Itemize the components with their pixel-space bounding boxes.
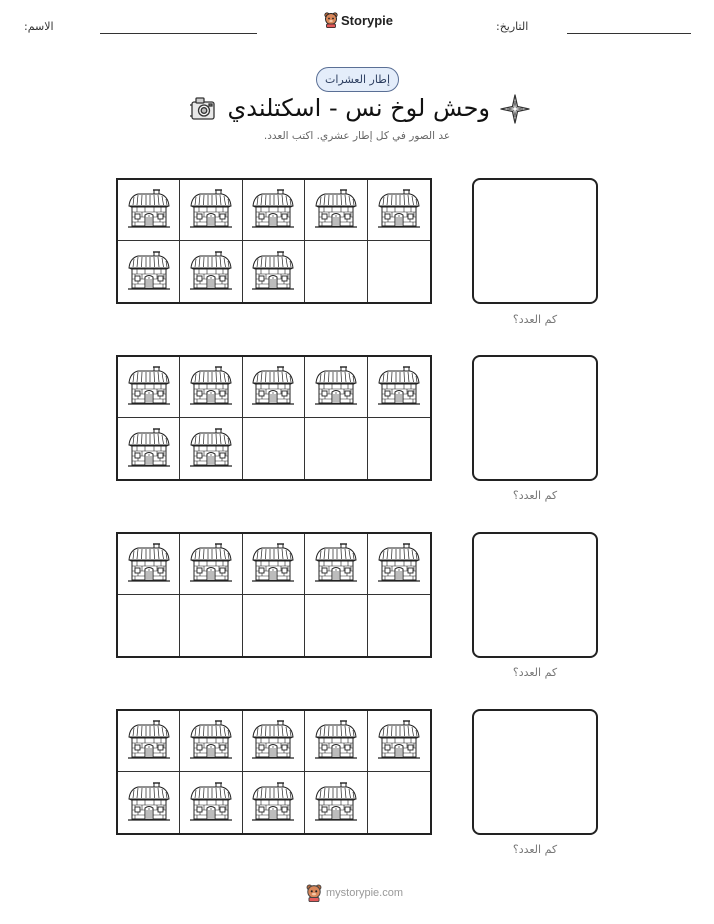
ten-frame-2 xyxy=(116,355,432,481)
stone-cottage-icon xyxy=(126,186,172,234)
ten-frame-cell xyxy=(118,180,180,241)
ten-frame-cell xyxy=(243,534,305,595)
stone-cottage-icon xyxy=(313,363,359,411)
stone-cottage-icon xyxy=(250,248,296,296)
title-row xyxy=(180,90,540,130)
stone-cottage-icon xyxy=(313,540,359,588)
stone-cottage-icon xyxy=(313,186,359,234)
stone-cottage-icon xyxy=(313,779,359,827)
ten-frame-cell xyxy=(368,357,430,418)
ten-frame-cell xyxy=(305,241,367,302)
stone-cottage-icon xyxy=(313,717,359,765)
ten-frame-cell xyxy=(118,772,180,833)
page-title: وحش لوخ نس - اسكتلندي xyxy=(227,94,490,122)
stone-cottage-icon xyxy=(126,717,172,765)
footer xyxy=(306,884,403,902)
stone-cottage-icon xyxy=(250,540,296,588)
ten-frame-cell xyxy=(243,241,305,302)
stone-cottage-icon xyxy=(250,779,296,827)
stone-cottage-icon xyxy=(250,717,296,765)
ten-frame-cell xyxy=(243,772,305,833)
ten-frame-cell xyxy=(243,180,305,241)
ten-frame-cell xyxy=(368,595,430,656)
ten-frame-cell xyxy=(368,711,430,772)
answer-prompt-3: كم العدد؟ xyxy=(512,666,558,679)
answer-prompt-1: كم العدد؟ xyxy=(512,313,558,326)
brand-logo xyxy=(324,12,393,28)
stone-cottage-icon xyxy=(188,248,234,296)
answer-box-1[interactable] xyxy=(472,178,598,304)
stone-cottage-icon xyxy=(126,425,172,473)
ten-frame-cell xyxy=(305,772,367,833)
answer-box-2[interactable] xyxy=(472,355,598,481)
ten-frame-cell xyxy=(243,418,305,479)
ten-frame-cell xyxy=(118,595,180,656)
ten-frame-cell xyxy=(180,357,242,418)
ten-frame-cell xyxy=(118,711,180,772)
stone-cottage-icon xyxy=(376,540,422,588)
ten-frame-cell xyxy=(368,241,430,302)
ten-frame-cell xyxy=(243,711,305,772)
stone-cottage-icon xyxy=(188,717,234,765)
name-line[interactable] xyxy=(100,33,257,34)
stone-cottage-icon xyxy=(188,779,234,827)
camera-icon xyxy=(186,92,220,126)
ten-frame-cell xyxy=(305,534,367,595)
ten-frame-cell xyxy=(305,711,367,772)
answer-prompt-2: كم العدد؟ xyxy=(512,489,558,502)
stone-cottage-icon xyxy=(188,540,234,588)
ten-frame-cell xyxy=(243,357,305,418)
stone-cottage-icon xyxy=(188,186,234,234)
ten-frame-cell xyxy=(180,711,242,772)
stone-cottage-icon xyxy=(376,363,422,411)
ten-frame-cell xyxy=(368,418,430,479)
ten-frame-cell xyxy=(305,418,367,479)
answer-box-4[interactable] xyxy=(472,709,598,835)
stone-cottage-icon xyxy=(126,363,172,411)
answer-box-3[interactable] xyxy=(472,532,598,658)
ten-frame-cell xyxy=(118,418,180,479)
stone-cottage-icon xyxy=(376,186,422,234)
ten-frame-cell xyxy=(368,180,430,241)
name-label: الاسم: xyxy=(24,20,54,33)
worksheet-type-badge: إطار العشرات xyxy=(316,67,399,92)
ten-frame-3 xyxy=(116,532,432,658)
stone-cottage-icon xyxy=(376,717,422,765)
ten-frame-cell xyxy=(180,534,242,595)
ten-frame-cell xyxy=(305,595,367,656)
ten-frame-cell xyxy=(180,418,242,479)
instructions: عد الصور في كل إطار عشري. اكتب العدد. xyxy=(263,130,451,142)
ten-frame-cell xyxy=(180,595,242,656)
storypie-mascot-icon xyxy=(306,884,322,902)
storypie-mascot-icon xyxy=(324,12,338,28)
ten-frame-cell xyxy=(118,534,180,595)
brand-name: Storypie xyxy=(341,12,394,28)
date-label: التاريخ: xyxy=(496,20,529,33)
stone-cottage-icon xyxy=(188,425,234,473)
ten-frame-cell xyxy=(368,772,430,833)
stone-cottage-icon xyxy=(188,363,234,411)
stone-cottage-icon xyxy=(126,248,172,296)
date-line[interactable] xyxy=(567,33,691,34)
stone-cottage-icon xyxy=(126,540,172,588)
ten-frame-cell xyxy=(305,180,367,241)
ten-frame-1 xyxy=(116,178,432,304)
ten-frame-cell xyxy=(118,357,180,418)
ten-frame-cell xyxy=(243,595,305,656)
ten-frame-4 xyxy=(116,709,432,835)
ten-frame-cell xyxy=(180,180,242,241)
ten-frame-cell xyxy=(180,772,242,833)
stone-cottage-icon xyxy=(250,363,296,411)
stone-cottage-icon xyxy=(250,186,296,234)
sparkle-icon xyxy=(498,92,532,126)
ten-frame-cell xyxy=(368,534,430,595)
footer-url: mystorypie.com xyxy=(326,887,404,899)
ten-frame-cell xyxy=(305,357,367,418)
stone-cottage-icon xyxy=(126,779,172,827)
ten-frame-cell xyxy=(180,241,242,302)
answer-prompt-4: كم العدد؟ xyxy=(512,843,558,856)
ten-frame-cell xyxy=(118,241,180,302)
